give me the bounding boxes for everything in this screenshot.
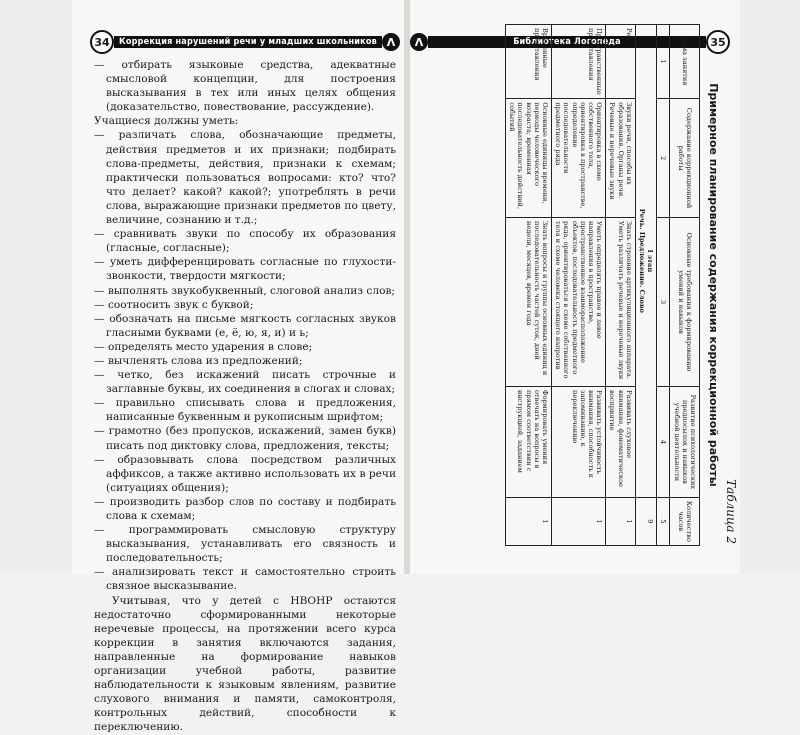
list-item: — производить разбор слов по составу и подбирать слова к схемам;	[94, 495, 396, 522]
publisher-logo-icon: Λ	[410, 33, 428, 51]
list-item: — анализировать текст и самостоятельно строить связное высказывание.	[94, 566, 396, 593]
section-heading	[635, 25, 656, 498]
topic-cell: Речь	[606, 25, 636, 99]
table-row	[606, 25, 636, 546]
column-header: Развитие психологических предпосылок и навыков учебной деятельности	[670, 387, 700, 498]
running-head-title: Коррекция нарушений речи у младших школьников	[114, 36, 382, 48]
running-head-title: Библиотека Логопеда	[428, 36, 706, 48]
table-row	[505, 25, 551, 546]
content-cell: Звуки речи, способы их образования. Органы речи. Речевые и неречевые звуки	[606, 99, 636, 218]
column-number: 5	[657, 497, 670, 545]
content-cell: Ориентировка в схеме собственного тела, ориентировка в пространстве, определение последовательности предметного ряда	[551, 99, 605, 218]
column-number: 4	[657, 387, 670, 498]
left-running-header	[90, 33, 400, 51]
skills-cell: Формировать умения отвечать на вопросы в прямом соответствии с инструкцией, заданием	[505, 387, 551, 498]
section-total-hours: 9	[635, 497, 656, 545]
list-item: — различать слова, обозначающие предметы, действия предметов и их признаки; подбирать слова-предметы, действия, признаки к схемам; практически пользоваться вопросами: кто? что? что делает? какой? какой?; употреблять в речи слова, выражающие признаки предметов по цвету, величине, сознанию и т.д.;	[94, 129, 396, 227]
requirements-cell: Уметь определять правое и левое направления в пространстве, пространственное взаиморасположение объектов, последовательность предметного ряда, ориентироваться в схеме собственного тела и схеме человека стоящего напротив	[551, 217, 605, 386]
list-item: — обозначать на письме мягкость согласных звуков гласными буквами (е, ё, ю, я, и) и ь;	[94, 312, 396, 339]
column-header: Содержание коррекционной работы	[670, 99, 700, 218]
section-row	[635, 25, 656, 546]
list-item: — определять место ударения в слове;	[94, 340, 313, 353]
page-number: 35	[706, 30, 730, 54]
paragraph: Учитывая, что у детей с НВОНР остаются недостаточно сформированными некоторые неречевые процессы, на протяжении всего курса коррекции в занятия включаются задания, направленные на формирование навыков организации учебной работы, развитие наблюдательности к языковым явлениям, развитие слухового внимания и памяти, самоконтроля, контрольных действий, способности к переключению.	[94, 594, 396, 734]
right-page	[410, 0, 740, 574]
column-header: Основные требования к формированию умений и навыков	[670, 217, 700, 386]
content-cell: Основные единицы времени, периоды человеческого возраста; временная последовательность действий, событий	[505, 99, 551, 218]
requirements-cell: Знать вопросы и группы основных единиц и последовательность частей суток, дней недели, месяцев, времен года	[505, 217, 551, 386]
section-title: Речь. Предложение. Слово	[637, 208, 646, 313]
planning-table	[505, 24, 700, 546]
hours-cell: 1	[505, 497, 551, 545]
list-item: — четко, без искажений писать строчные и заглавные буквы, их соединения в слогах и словах;	[94, 369, 396, 396]
list-item: — правильно списывать слова и предложения, написанные буквенным и рукописным шрифтом;	[94, 397, 396, 424]
list-item: — сравнивать звуки по способу их образования (гласные, согласные);	[94, 228, 396, 255]
hours-cell: 1	[606, 497, 636, 545]
column-number: 3	[657, 217, 670, 386]
column-header: Количество часов	[670, 497, 700, 545]
column-number-row	[657, 25, 670, 546]
list-item: — грамотно (без пропусков, искажений, замен букв) писать под диктовку слова, предложения, тексты;	[94, 425, 396, 452]
hours-cell: 1	[551, 497, 605, 545]
table-title: Примерное планирование содержания коррекционной работы	[707, 83, 720, 487]
publisher-logo-icon: Λ	[382, 33, 400, 51]
paragraph: Учащиеся должны уметь:	[94, 115, 239, 128]
topic-cell: Временные представления	[505, 25, 551, 99]
topic-cell: Пространственные представления	[551, 25, 605, 99]
skills-cell: Развивать устойчивость внимания, способность к запоминанию, к переключению	[551, 387, 605, 498]
rotated-table-block	[440, 20, 740, 550]
skills-cell: Развивать слуховое внимание, фонематическое восприятие	[606, 387, 636, 498]
list-item: — образовывать слова посредством различных аффиксов, а также активно использовать их в речи (ситуациях общения);	[94, 453, 396, 494]
left-body-text	[94, 58, 396, 735]
list-item: — уметь дифференцировать согласные по глухости-звонкости, твердости мягкости;	[94, 256, 396, 283]
table-row	[551, 25, 605, 546]
list-item: — вычленять слова из предложений;	[94, 354, 303, 367]
list-item: — программировать смысловую структуру высказывания, устанавливать его связность и последовательность;	[94, 524, 396, 565]
requirements-cell: Знать строение артикуляционного аппарата. Уметь различать речевые и неречевые звуки	[606, 217, 636, 386]
section-stage: I этап	[646, 249, 655, 273]
list-item: — соотносить звук с буквой;	[94, 298, 254, 311]
list-item: — выполнять звукобуквенный, слоговой анализ слов;	[94, 284, 395, 297]
left-page	[72, 0, 404, 734]
column-header: Тема занятия	[670, 25, 700, 99]
table-header-row	[670, 25, 700, 546]
column-number: 2	[657, 99, 670, 218]
page-number: 34	[90, 30, 114, 54]
table-number: Таблица 2	[724, 479, 738, 544]
column-number: 1	[657, 25, 670, 99]
list-item: — отбирать языковые средства, адекватные смысловой концепции, для построения высказывания в тех или иных целях общения (доказательство, повествование, рассуждение).	[94, 59, 396, 114]
